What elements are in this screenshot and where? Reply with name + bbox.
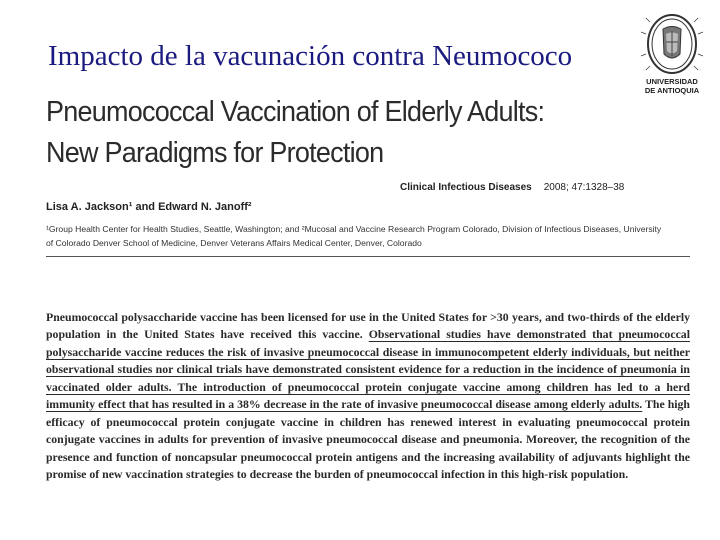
logo-text-line2: DE ANTIOQUIA [644,86,700,95]
paper-title-line1: Pneumococcal Vaccination of Elderly Adults: [46,96,545,128]
abstract-highlighted-text: Observational studies have demonstrated that pneumococcal polysaccharide vaccine reduces the risk of invasive pneumococcal disease in immunocompetent elderly individuals, but neither observational studies nor clinical trials have demonstrated consistent evidence for a reduction in the incidence of pneumonia in vaccinated older adults. The introduction of pneumococcal protein conjugate vaccine among children has led to a herd immunity effect that has resulted in a 38% decrease in the rate of invasive pneumococcal disease among elderly adults. [46,327,690,412]
abstract-text-intro: Pneumococcal polysaccharide vaccine has been licensed for use in the United States for >30 years, and two-thirds of the elderly population in the United States have received this vaccine. [46,309,690,342]
author-affiliations: ¹Group Health Center for Health Studies, Seattle, Washington; and ²Mucosal and Vaccine Research Program Colorado, Division of Infectious Diseases, University of Colorado Denver School of Medicine, Denver Veterans Affairs Medical Center, Denver, Colorado [46,224,662,248]
paper-title [46,92,544,174]
abstract-text-end: The high efficacy of pneumococcal protein conjugate vaccine in children has renewed interest in evaluating pneumococcal protein conjugate vaccines in adults for prevention of invasive pneumococcal disease and pneumonia. Moreover, the recognition of the presence and function of noncapsular pneumococcal protein antigens and the increasing availability of adjuvants highlight the promise of new vaccination strategies to decrease the burden of pneumococcal infection in this high-risk population. [46,397,690,482]
journal-citation [400,182,624,193]
paper-title-line2: New Paradigms for Protection [46,137,384,169]
divider-line [46,256,690,257]
paper-abstract [46,309,690,484]
journal-name: Clinical Infectious Diseases [400,182,532,193]
slide-title: Impacto de la vacunación contra Neumococo [48,40,573,72]
logo-text-line1: UNIVERSIDAD [646,77,698,86]
journal-reference: 2008; 47:1328–38 [543,182,625,193]
paper-authors: Lisa A. Jackson¹ and Edward N. Janoff² [46,201,252,213]
